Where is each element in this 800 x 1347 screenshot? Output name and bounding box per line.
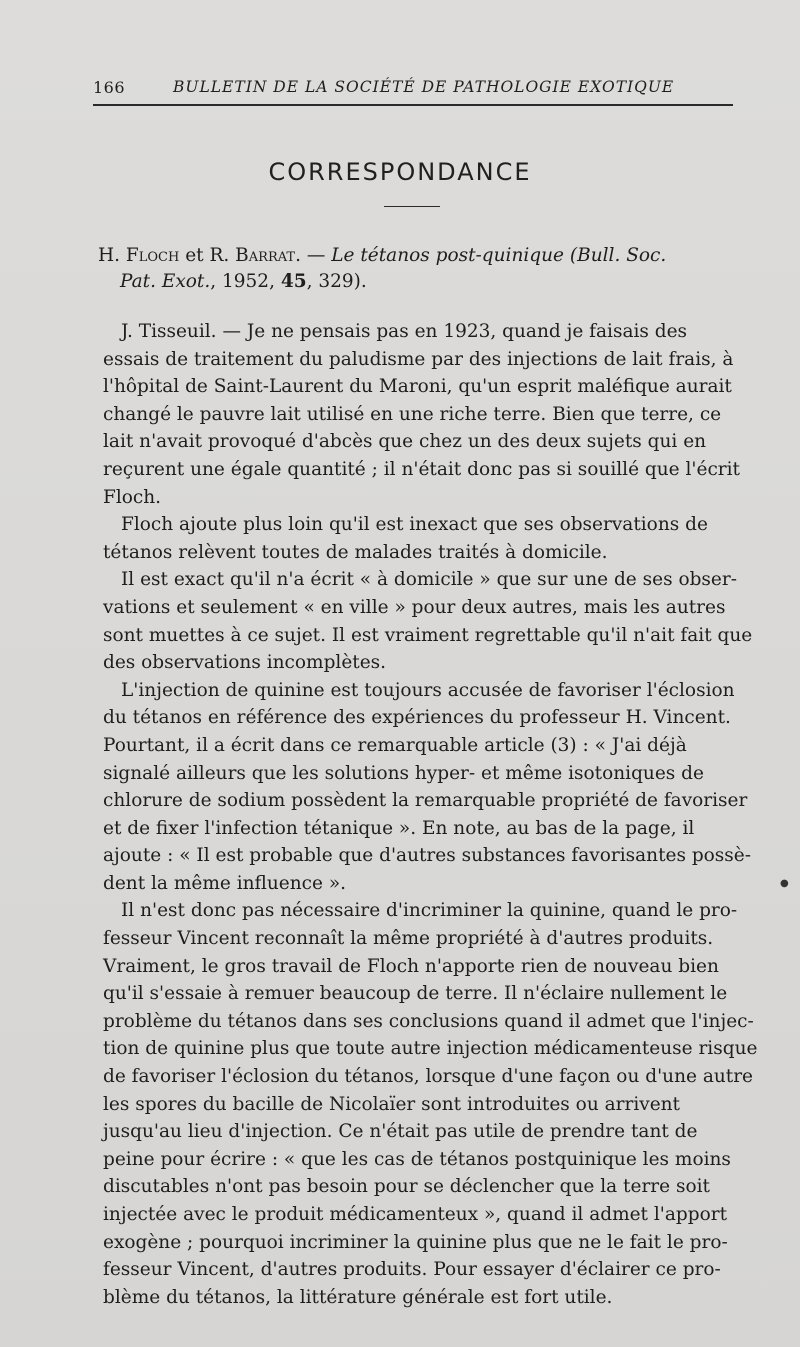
text-line: dent la même influence ». xyxy=(103,872,347,894)
reference-pages: , 329). xyxy=(306,271,367,292)
body-text xyxy=(103,318,758,1311)
text-line: essais de traitement du paludisme par des injections de lait frais, à xyxy=(103,348,734,370)
text-line: discutables n'ont pas besoin pour se déclencher que la terre soit xyxy=(103,1176,710,1198)
reference-prefix: H. xyxy=(98,245,126,266)
reference-year: , 1952, xyxy=(210,271,281,292)
text-line: lait n'avait provoqué d'abcès que chez un des deux sujets qui en xyxy=(103,431,707,453)
reference-journal: Pat. Exot. xyxy=(120,271,211,292)
text-line: peine pour écrire : « que les cas de tétanos postquinique les moins xyxy=(103,1148,731,1170)
reference-author-2: Barrat xyxy=(235,245,296,266)
text-line: Pourtant, il a écrit dans ce remarquable article (3) : « J'ai déjà xyxy=(103,734,687,756)
text-line: des observations incomplètes. xyxy=(103,652,387,674)
text-line: signalé ailleurs que les solutions hyper- et même isotoniques de xyxy=(103,762,704,784)
text-line: ajoute : « Il est probable que d'autres substances favorisantes possè- xyxy=(103,845,751,867)
text-line: Il n'est donc pas nécessaire d'incriminer la quinine, quand le pro- xyxy=(121,900,738,922)
text-line: jusqu'au lieu d'injection. Ce n'était pas utile de prendre tant de xyxy=(103,1121,698,1143)
page-number: 166 xyxy=(93,78,126,97)
text-line: fesseur Vincent reconnaît la même propriété à d'autres produits. xyxy=(103,928,714,950)
reference-line-2 xyxy=(98,269,748,295)
print-mark: ● xyxy=(780,878,789,889)
running-head: BULLETIN DE LA SOCIÉTÉ DE PATHOLOGIE EXOTIQUE xyxy=(173,78,675,96)
section-title: CORRESPONDANCE xyxy=(268,158,532,186)
text-line: chlorure de sodium possèdent la remarquable propriété de favoriser xyxy=(103,790,748,812)
text-line: injectée avec le produit médicamenteux », quand il admet l'apport xyxy=(103,1204,728,1225)
text-line: qu'il s'essaie à remuer beaucoup de terre. Il n'éclaire nullement le xyxy=(103,983,728,1005)
text-line: exogène ; pourquoi incriminer la quinine plus que ne le fait le pro- xyxy=(103,1231,728,1253)
reference-title: Le tétanos post-quinique (Bull. Soc. xyxy=(331,245,667,266)
reference-dash: . — xyxy=(295,245,332,266)
text-line: sont muettes à ce sujet. Il est vraiment regrettable qu'il n'ait fait que xyxy=(103,624,753,646)
reference-citation xyxy=(98,243,748,295)
text-line: fesseur Vincent, d'autres produits. Pour essayer d'éclairer ce pro- xyxy=(103,1259,721,1281)
text-line: tion de quinine plus que toute autre injection médicamenteuse risque xyxy=(103,1038,758,1060)
reference-author-1: Floch xyxy=(125,245,180,266)
text-line: Il est exact qu'il n'a écrit « à domicile » que sur une de ses obser- xyxy=(121,569,737,591)
text-line: tétanos relèvent toutes de malades traités à domicile. xyxy=(103,541,608,563)
reference-and: et R. xyxy=(179,245,236,266)
text-line: vations et seulement « en ville » pour deux autres, mais les autres xyxy=(103,596,726,618)
text-line: du tétanos en référence des expériences du professeur H. Vincent. xyxy=(103,707,731,729)
text-line: L'injection de quinine est toujours accusée de favoriser l'éclosion xyxy=(121,679,735,701)
text-line: les spores du bacille de Nicolaïer sont introduites ou arrivent xyxy=(103,1093,680,1115)
title-divider xyxy=(384,206,440,207)
text-line: blème du tétanos, la littérature générale est fort utile. xyxy=(103,1286,613,1308)
text-line: problème du tétanos dans ses conclusions quand il admet que l'injec- xyxy=(103,1010,754,1032)
text-line: de favoriser l'éclosion du tétanos, lorsque d'une façon ou d'une autre xyxy=(103,1066,753,1088)
text-line: Floch ajoute plus loin qu'il est inexact que ses observations de xyxy=(121,514,708,536)
text-line: et de fixer l'infection tétanique ». En note, au bas de la page, il xyxy=(103,817,695,839)
text-line: reçurent une égale quantité ; il n'était donc pas si souillé que l'écrit xyxy=(103,458,740,480)
text-line: l'hôpital de Saint-Laurent du Maroni, qu'un esprit maléfique aurait xyxy=(103,376,732,398)
text-line: Vraiment, le gros travail de Floch n'apporte rien de nouveau bien xyxy=(103,955,719,977)
text-line: J. Tisseuil. — Je ne pensais pas en 1923, quand je faisais des xyxy=(121,321,688,342)
text-line: changé le pauvre lait utilisé en une riche terre. Bien que terre, ce xyxy=(103,403,722,425)
reference-volume: 45 xyxy=(280,271,307,292)
page-header xyxy=(93,76,733,106)
text-line: Floch. xyxy=(103,486,162,508)
